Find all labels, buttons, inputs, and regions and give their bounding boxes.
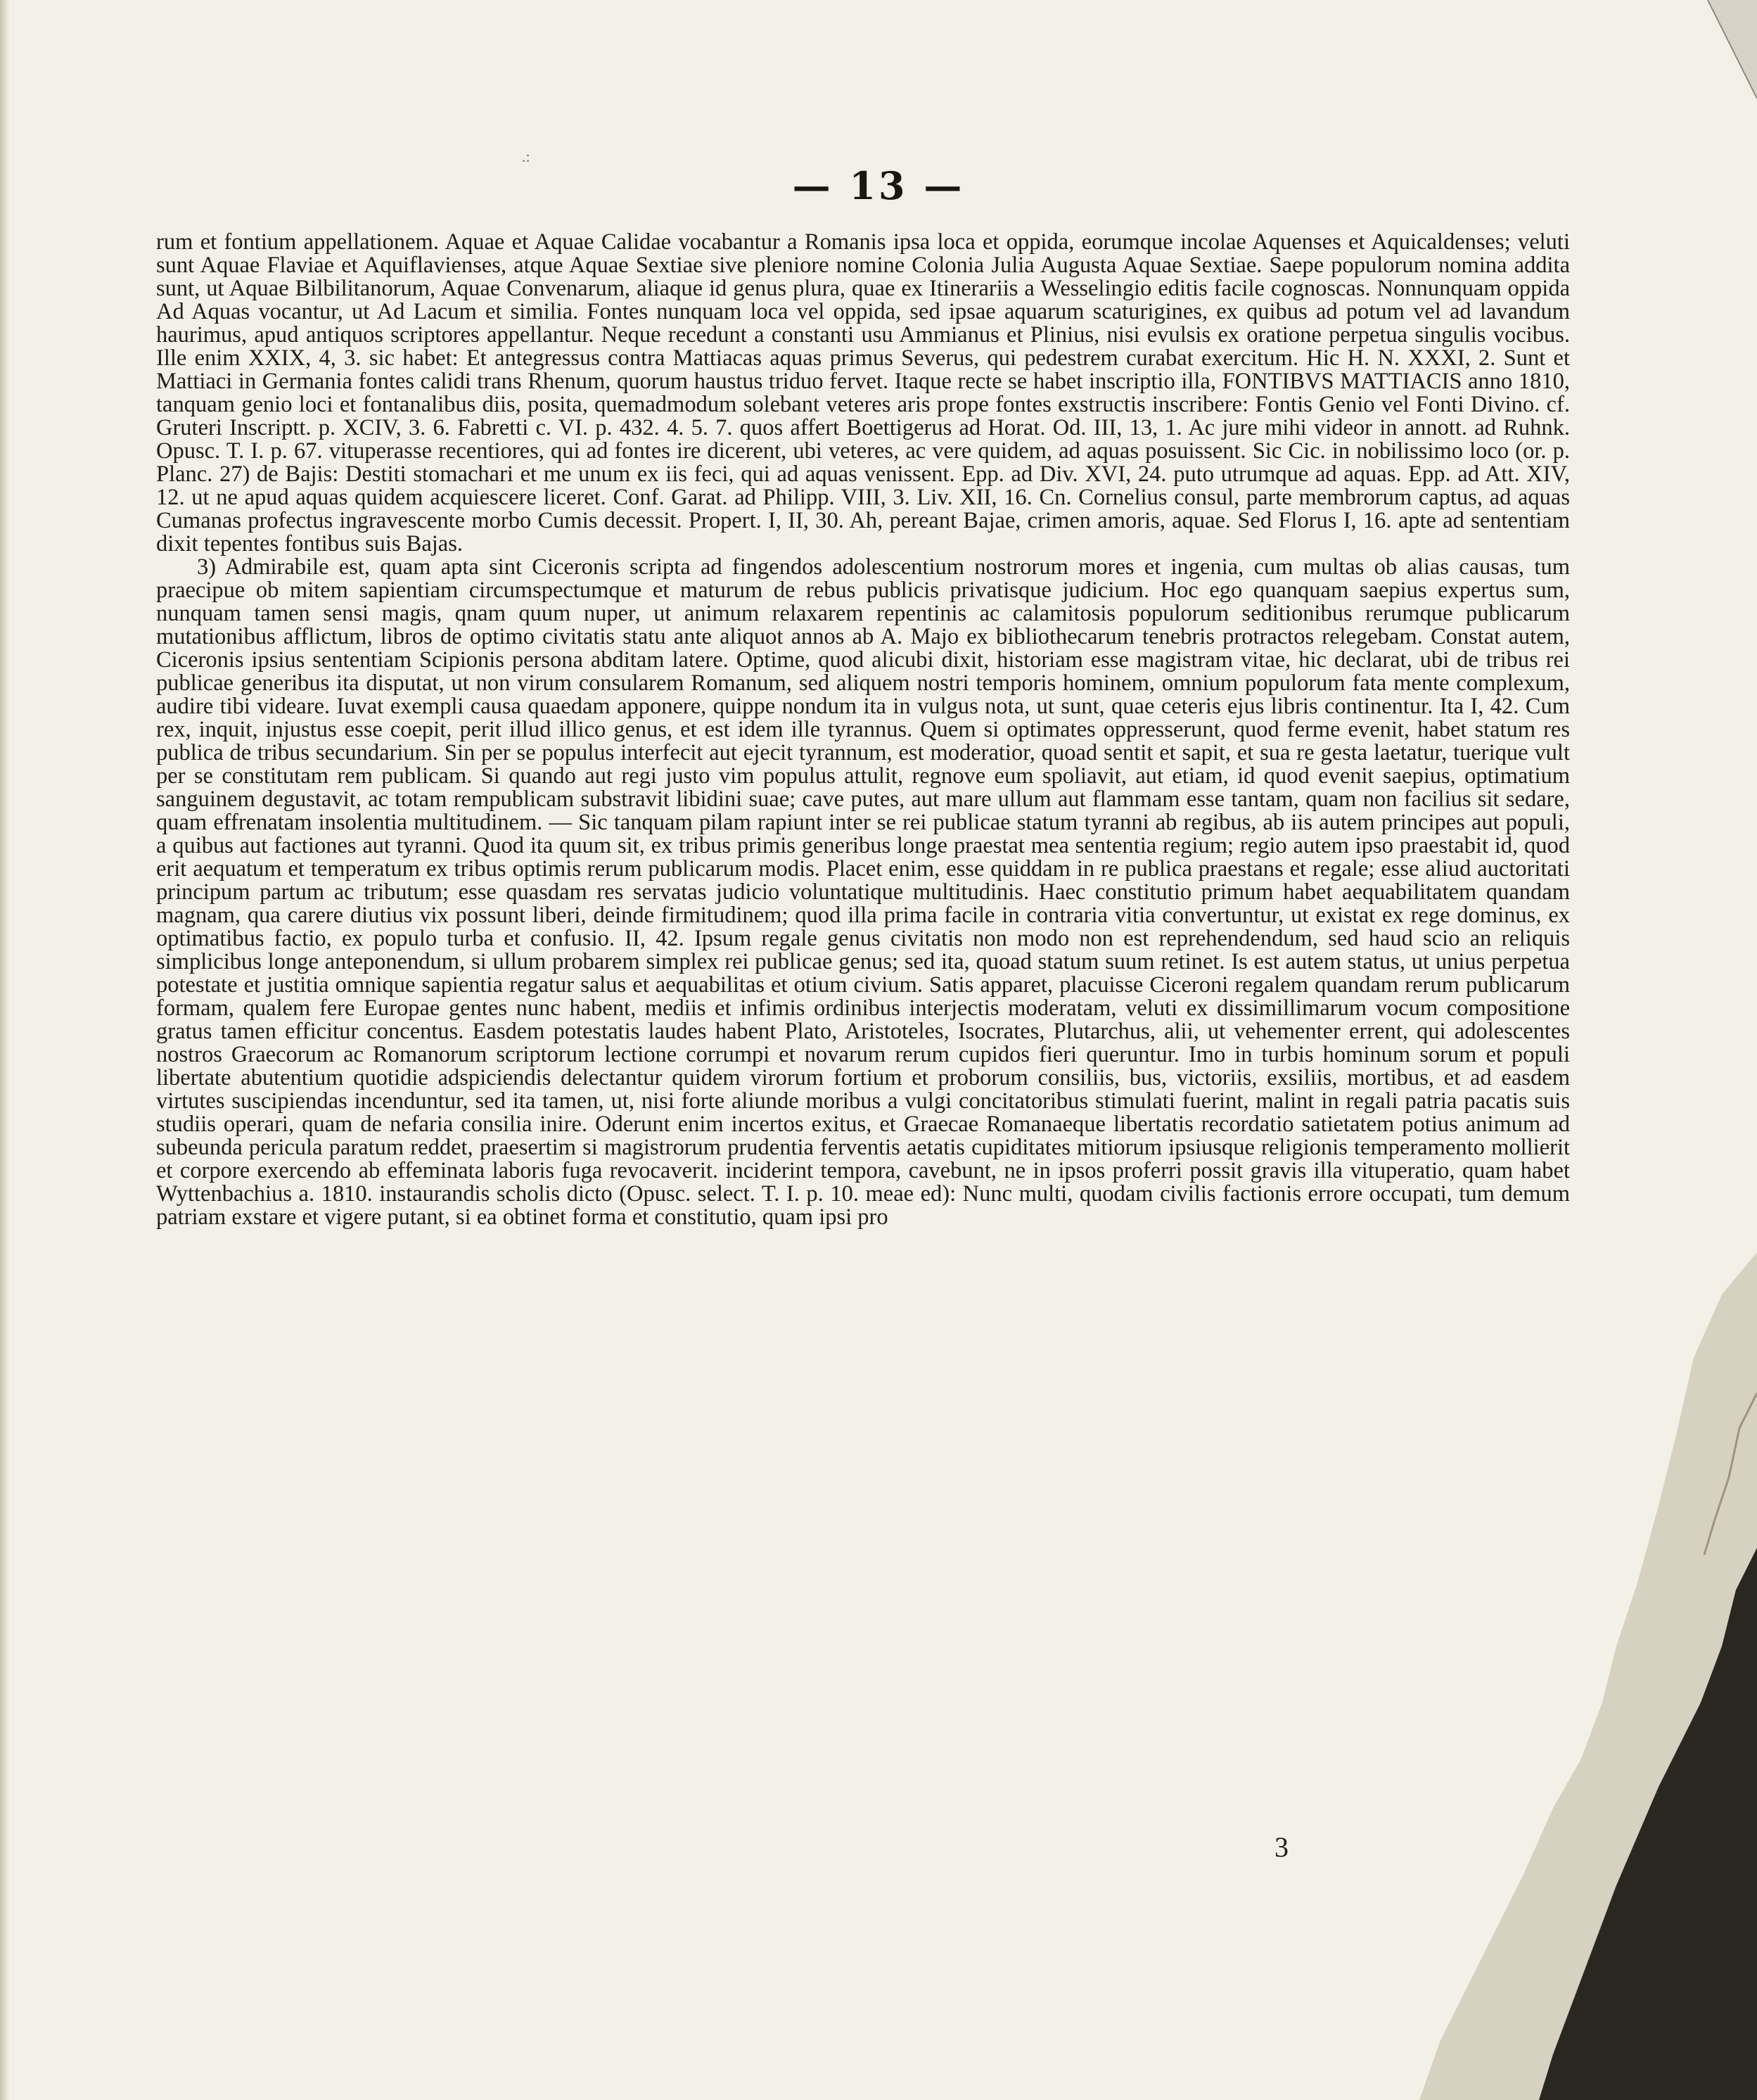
- paragraph-footnote-continuation: rum et fontium appellationem. Aquae et Aquae Calidae vocabantur a Romanis ipsa loca et oppida, eorumque incolae Aquenses et Aquicaldenses; veluti sunt Aquae Flaviae et Aquiflavienses, atque Aquae Sextiae sive pleniore nomine Colonia Julia Augusta Aquae Sextiae. Saepe populorum nomina addita sunt, ut Aquae Bilbilitanorum, Aquae Convenarum, aliaque id genus plura, quae ex Itinerariis a Wesselingio editis facile cognoscas. Nonnunquam oppida Ad Aquas vocantur, ut Ad Lacum et similia. Fontes nunquam loca vel oppida, sed ipsae aquarum scaturigines, ex quibus ad potum vel ad lavandum haurimus, apud antiquos scriptores appellantur. Neque recedunt a constanti usu Ammianus et Plinius, nisi evulsis ex oratione perpetua singulis vocibus. Ille enim XXIX, 4, 3. sic habet: Et antegressus contra Mattiacas aquas primus Severus, qui pedestrem curabat exercitum. Hic H. N. XXXI, 2. Sunt et Mattiaci in Germania fontes calidi trans Rhenum, quorum haustus triduo fervet. Itaque recte se habet inscriptio illa, FONTIBVS MATTIACIS anno 1810, tanquam genio loci et fontanalibus diis, posita, quemadmodum solebant veteres aris prope fontes exstructis inscribere: Fontis Genio vel Fonti Divino. cf. Gruteri Inscriptt. p. XCIV, 3. 6. Fabretti c. VI. p. 432. 4. 5. 7. quos affert Boettigerus ad Horat. Od. III, 13, 1. Ac jure mihi videor in annott. ad Ruhnk. Opusc. T. I. p. 67. vituperasse recentiores, qui ad fontes ire dicerent, ubi veteres, ac vere quidem, ad aquas posuissent. Sic Cic. in nobilissimo loco (or. p. Planc. 27) de Bajis: Destiti stomachari et me unum ex iis feci, qui ad aquas venissent. Epp. ad Div. XVI, 24. puto utrumque ad aquas. Epp. ad Att. XIV, 12. ut ne apud aquas quidem acquiescere liceret. Conf. Garat. ad Philipp. VIII, 3. Liv. XII, 16. Cn. Cornelius consul, parte membrorum captus, ad aquas Cumanas profectus ingravescente morbo Cumis decessit. Propert. I, II, 30. Ah, pereant Bajae, crimen amoris, aquae. Sed Florus I, 16. apte ad sententiam dixit tepentes fontibus suis Bajas.: [156, 229, 1570, 556]
- signature-mark: 3: [1274, 1831, 1289, 1863]
- stray-ink-marks: .:: [522, 148, 530, 165]
- page-number: — 13 —: [792, 163, 965, 208]
- torn-damaged-area: [1391, 1252, 1757, 2100]
- paragraph-footnote-3: 3) Admirabile est, quam apta sint Ciceronis scripta ad fingendos adolescentium nostrorum mores et ingenia, cum multas ob alias causas, tum praecipue ob mitem sapientiam circumspectumque et maturum de rebus publicis privatisque judicium. Hoc ego quanquam saepius expertus sum, nunquam tamen sensi magis, qnam quum nuper, ut animum relaxarem repentinis ac calamitosis populorum seditionibus rerumque publicarum mutationibus afflictum, libros de optimo civitatis statu ante aliquot annos ab A. Majo ex bibliothecarum tenebris protractos relegebam. Constat autem, Ciceronis ipsius sententiam Scipionis persona abditam latere. Optime, quod alicubi dixit, historiam esse magistram vitae, hic declarat, ubi de tribus rei publicae generibus ita disputat, ut non virum consularem Romanum, sed aliquem nostri temporis hominem, omnium populorum fata mente complexum, audire tibi videare. Iuvat exempli causa quaedam apponere, quippe nondum ita in vulgus nota, ut sunt, quae ceteris ejus libris continentur. Ita I, 42. Cum rex, inquit, injustus esse coepit, perit illud illico genus, et est idem ille tyrannus. Quem si optimates oppresserunt, quod ferme evenit, habet statum res publica de tribus secundarium. Sin per se populus interfecit aut ejecit tyrannum, est moderatior, quoad sentit et sapit, et sua re gesta laetatur, tuerique vult per se constitutam rem publicam. Si quando aut regi justo vim populus attulit, regnove eum spoliavit, aut etiam, id quod evenit saepius, optimatium sanguinem degustavit, ac totam rempublicam substravit libidini suae; cave putes, aut mare ullum aut flammam esse tantam, quam non facilius sit sedare, quam effrenatam insolentia multitudinem. — Sic tanquam pilam rapiunt inter se rei publicae statum tyranni ab regibus, ab iis autem principes aut populi, a quibus aut factiones aut tyranni. Quod ita quum sit, ex tribus primis generibus longe praestat mea sententia regium; regio autem ipso praestabit id, quod erit aequatum et temperatum ex tribus optimis rerum publicarum modis. Placet enim, esse quiddam in re publica praestans et regale; esse aliud auctoritati principum partum ac tributum; esse quasdam res servatas judicio voluntatique multitudinis. Haec constitutio primum habet aequabilitatem quandam magnam, qua carere diutius vix possunt liberi, deinde firmitudinem; quod illa prima facile in contraria vitia convertuntur, ut existat ex rege dominus, ex optimatibus factio, ex populo turba et confusio. II, 42. Ipsum regale genus civitatis non modo non est reprehendendum, sed haud scio an reliquis simplicibus longe anteponendum, si ullum probarem simplex rei publicae genus; sed ita, quoad statum suum retinet. Is est autem status, ut unius perpetua potestate et justitia omnique sapientia regatur salus et aequabilitas et otium civium. Satis apparet, placuisse Ciceroni regalem quandam rerum publicarum formam, qualem fere Europae gentes nunc habent, mediis et infimis ordinibus interjectis moderatam, veluti ex dissimillimarum vocum compositione gratus tamen efficitur concentus. Easdem potestatis laudes habent Plato, Aristoteles, Isocrates, Plutarchus, alii, ut vehementer errent, qui adolescentes nostros Graecorum ac Romanorum scriptorum lectione corrumpi et novarum rerum cupidos fieri queruntur. Imo in turbis hominum sorum et populi libertate abutentium quotidie adspiciendis delectantur quidem virorum fortium et proborum consiliis, bus, victoriis, exsiliis, mortibus, et ad easdem virtutes suscipiendas incenduntur, sed ita tamen, ut, nisi forte aliunde moribus a vulgi concitatoribus stimulati fuerint, malint in regali patria pacatis suis studiis operari, quam de nefaria consilia inire. Oderunt enim incertos exitus, et Graecae Romanaeque libertatis recordatio satietatem potius animum ad subeunda pericula paratum reddet, praesertim si magistrorum prudentia ferventis aetatis cupiditates mitiorum ipsiusque religionis temperamento mollierit et corpore exercendo ab effeminata laboris fuga revocaverit. inciderint tempora, cavebunt, ne in ipsos proferri possit gravis illa vituperatio, quam habet Wyttenbachius a. 1810. instaurandis scholis dicto (Opusc. select. T. I. p. 10. meae ed): Nunc multi, quodam civilis factionis errore occupati, tum demum patriam exstare et vigere putant, si ea obtinet forma et constitutio, quam ipsi pro: [156, 554, 1570, 1230]
- scan-edge-shadow: [0, 0, 10, 2100]
- body-text: [156, 231, 1570, 1229]
- page-corner-curl: [1694, 0, 1757, 98]
